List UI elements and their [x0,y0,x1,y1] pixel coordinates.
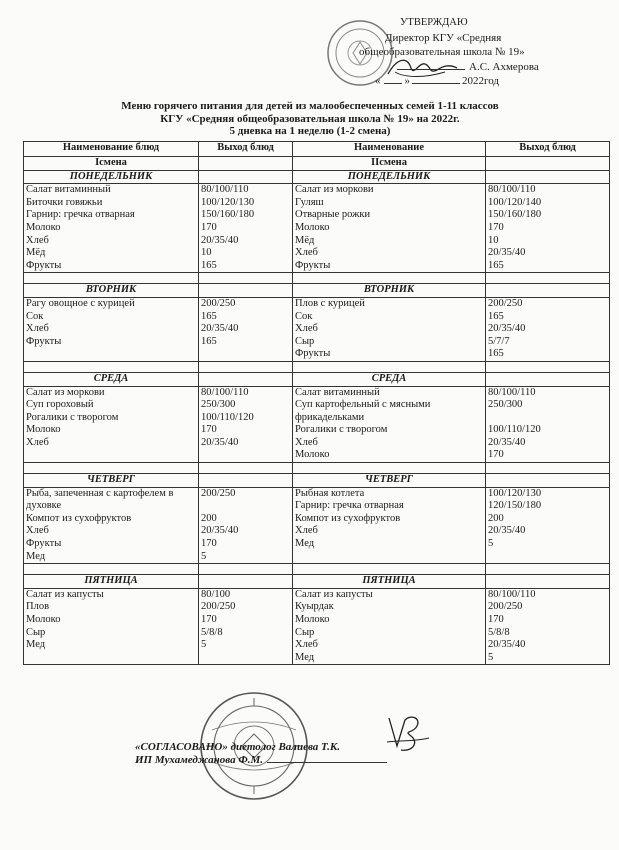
dish-name: Салат из моркови [26,386,105,398]
dish-output: 80/100/110 [488,184,536,196]
day-label-shift-1: СРЕДА [24,372,199,386]
spacer-cell [24,273,199,284]
dish-name: Биточки говяжьи [26,196,103,208]
dietitian-signature [383,712,431,756]
day-label-shift-1: ВТОРНИК [24,284,199,298]
day-label-shift-2: СРЕДА [293,372,486,386]
dish-name: Молоко [26,614,61,625]
dish-name: Плов [26,601,50,613]
dish-output: 170 [201,221,217,233]
dish-name: Молоко [295,614,330,625]
dish-name: Плов с курицей [295,297,365,309]
dish-name: Гарнир: гречка отварная [26,209,135,221]
dish-name: Молоко [26,424,61,436]
dish-output: 5 [488,651,494,663]
spacer-cell [24,361,199,372]
dish-output-cell [199,184,293,273]
dish-output: 80/100/110 [201,184,249,196]
dish-output: 200 [488,512,504,524]
dish-name-cell [293,297,486,361]
dish-output: 165 [201,259,217,271]
dish-output: 20/35/40 [488,436,526,448]
day-label-empty [486,372,610,386]
day-header-row [24,474,610,488]
dish-output: 5/8/8 [488,626,510,638]
day-label-shift-2: ПЯТНИЦА [293,575,486,589]
dish-name: Мед [295,651,315,663]
day-header-row [24,372,610,386]
day-header-row [24,575,610,589]
day-label-shift-2: ЧЕТВЕРГ [293,474,486,488]
shift-row [24,157,610,171]
spacer-cell [486,564,610,575]
day-items-row [24,297,610,361]
dish-output: 20/35/40 [488,247,526,259]
dish-output: 5 [201,550,207,562]
day-label-empty [199,372,293,386]
menu-table [23,141,610,665]
dish-output: 170 [488,221,504,233]
day-items-row [24,588,610,665]
agreed-line: «СОГЛАСОВАНО» диетолог Валиева Т.К. [135,741,341,753]
day-label-empty [199,575,293,589]
dish-name: Хлеб [295,436,318,448]
shift-1-empty [199,157,293,171]
day-spacer-row [24,564,610,575]
shift-2-empty [486,157,610,171]
dish-name: Куырдак [295,601,334,613]
spacer-cell [293,564,486,575]
footer-block [135,741,387,767]
title-line-1: Меню горячего питания для детей из малообеспеченных семей 1-11 классов [121,100,499,112]
director-name: А.С. Ахмерова [469,60,539,73]
menu-body [24,157,610,665]
dish-output: 20/35/40 [488,639,526,651]
dish-output: 170 [201,424,217,436]
dish-output: 100/120/130 [488,487,542,499]
dish-name: Суп картофельный с мясными фрикадельками [295,399,431,423]
dish-name: Рыба, запеченная с картофелем в духовке [26,487,174,512]
dish-name: Отварные рожки [295,209,371,221]
dish-output-cell [199,588,293,665]
dish-output: 100/110/120 [488,424,541,436]
dish-output: 20/35/40 [201,436,239,448]
dish-output: 250/300 [488,399,523,411]
dish-output-cell [199,487,293,564]
spacer-cell [486,361,610,372]
dish-name: Молоко [295,221,330,233]
dish-name: Рыбная котлета [295,487,365,499]
dish-name: Рагу овощное с курицей [26,297,135,309]
title-line-3: 5 дневка на 1 неделю (1-2 смена) [229,125,391,137]
day-label-shift-1: ЧЕТВЕРГ [24,474,199,488]
dish-name: Гуляш [295,196,324,208]
dish-output: 10 [488,234,499,246]
dish-name: Сыр [295,626,315,638]
dish-output: 200/250 [201,601,236,613]
dish-output: 170 [201,538,217,550]
dish-output: 10 [201,247,212,259]
shift-1-label: Iсмена [24,157,199,171]
day-header-row [24,284,610,298]
dish-name-cell [24,184,199,273]
spacer-cell [199,463,293,474]
dish-output: 80/100/110 [201,386,249,398]
dish-name: Хлеб [26,436,49,448]
spacer-cell [486,463,610,474]
dish-name: Фрукты [295,259,331,271]
dish-name: Гарнир: гречка отварная [295,500,404,512]
dish-output: 20/35/40 [488,525,526,537]
dish-name: Салат из моркови [295,184,374,196]
header-dish-name-2: Наименование [293,142,486,157]
approval-signature-line [355,60,605,75]
spacer-cell [199,273,293,284]
dish-output: 80/100/110 [488,386,536,398]
date-quote-close: » [404,75,410,87]
day-label-shift-1: ПОНЕДЕЛЬНИК [24,170,199,184]
dish-name-cell [24,386,199,463]
dish-name: Компот из сухофруктов [295,512,401,524]
dish-output: 165 [201,335,217,347]
dish-output: 165 [488,259,504,271]
dish-name: Компот из сухофруктов [26,512,132,524]
dish-output: 120/150/180 [488,500,542,512]
dish-output: 100/120/130 [201,196,255,208]
dish-output: 200/250 [201,297,236,309]
dish-name: Молоко [295,449,330,461]
dish-name: Молоко [26,221,61,233]
approval-line-1: Директор КГУ «Средняя [385,31,502,44]
dish-name: Сок [26,310,44,322]
dish-name: Суп гороховый [26,399,94,411]
day-header-row [24,170,610,184]
dish-output: 200 [201,512,217,524]
dish-name: Мед [295,538,315,550]
day-label-empty [199,170,293,184]
day-label-empty [486,474,610,488]
dish-name-cell [24,297,199,361]
day-label-shift-1: ПЯТНИЦА [24,575,199,589]
dish-name: Хлеб [295,323,318,335]
dish-output: 165 [488,310,504,322]
dish-output-cell [486,297,610,361]
entrepreneur-name: ИП Мухамеджанова Ф.М. [135,754,263,766]
dish-output: 20/35/40 [201,323,239,335]
dish-name-cell [24,588,199,665]
approval-block [355,16,605,89]
dish-output: 5/8/8 [201,626,223,638]
day-spacer-row [24,361,610,372]
day-label-empty [199,284,293,298]
dish-output: 200/250 [488,297,523,309]
dish-name: Сыр [295,335,315,347]
spacer-cell [486,273,610,284]
dish-output: 20/35/40 [488,323,526,335]
day-spacer-row [24,463,610,474]
dish-output-cell [199,297,293,361]
dish-name-cell [293,487,486,564]
dish-name: Фрукты [295,348,331,360]
dish-name: Мёд [295,234,315,246]
day-label-empty [486,575,610,589]
day-items-row [24,487,610,564]
dish-name: Рогалики с творогом [295,424,388,436]
dish-output: 165 [201,310,217,322]
dish-output-cell [486,588,610,665]
spacer-cell [24,463,199,474]
spacer-cell [24,564,199,575]
dish-output: 100/120/140 [488,196,542,208]
dish-name: Сок [295,310,313,322]
dish-output: 5 [201,639,207,651]
header-output-2: Выход блюд [486,142,610,157]
day-label-shift-2: ПОНЕДЕЛЬНИК [293,170,486,184]
dish-name: Хлеб [26,525,49,537]
header-output-1: Выход блюд [199,142,293,157]
dish-name: Мед [26,639,46,651]
approval-date-line [355,74,605,89]
spacer-cell [199,564,293,575]
dish-output: 5 [488,538,494,550]
day-label-empty [486,170,610,184]
dish-name: Хлеб [26,234,49,246]
approval-line-2: общеобразовательная школа № 19» [359,46,525,58]
spacer-cell [293,361,486,372]
dish-output-cell [486,386,610,463]
dish-name: Салат витаминный [26,184,111,196]
approval-heading: УТВЕРЖДАЮ [400,17,468,28]
day-items-row [24,386,610,463]
day-label-empty [486,284,610,298]
dish-output: 250/300 [201,399,236,411]
dish-name: Мед [26,550,46,562]
dish-output: 20/35/40 [201,525,239,537]
dish-name: Салат из капусты [26,588,104,600]
dish-name-cell [293,588,486,665]
dish-output: 170 [488,614,504,625]
dish-name: Хлеб [295,639,318,651]
day-label-empty [199,474,293,488]
dish-output: 80/100/110 [488,588,536,600]
dish-output: 165 [488,348,504,360]
dish-output: 20/35/40 [201,234,239,246]
shift-2-label: IIсмена [293,157,486,171]
entrepreneur-line [135,754,387,767]
dish-output: 170 [201,614,217,625]
dish-name: Хлеб [26,323,49,335]
document-title [30,100,590,138]
dish-name: Фрукты [26,335,62,347]
dish-name: Фрукты [26,538,62,550]
dish-name: Салат из капусты [295,588,373,600]
dish-output-cell [486,184,610,273]
day-label-shift-2: ВТОРНИК [293,284,486,298]
dish-output: 150/160/180 [201,209,255,221]
header-dish-name-1: Наименование блюд [24,142,199,157]
dish-output: 80/100 [201,588,231,600]
dish-output: 170 [488,449,504,461]
spacer-cell [293,463,486,474]
dish-name: Мёд [26,247,46,259]
dish-name: Фрукты [26,259,62,271]
dish-output: 200/250 [201,487,236,499]
dish-name: Хлеб [295,525,318,537]
day-spacer-row [24,273,610,284]
dish-output: 150/160/180 [488,209,542,221]
dish-output: 5/7/7 [488,335,510,347]
dish-output: 200/250 [488,601,523,613]
dish-name: Салат витаминный [295,386,380,398]
title-line-2: КГУ «Средняя общеобразовательная школа № 19» на 2022г. [160,112,460,125]
approval-year: 2022год [462,75,500,87]
dish-name-cell [24,487,199,564]
dish-name-cell [293,184,486,273]
spacer-cell [293,273,486,284]
dish-output: 100/110/120 [201,411,254,423]
spacer-cell [199,361,293,372]
dish-name: Рогалики с творогом [26,411,119,423]
table-header-row [24,142,610,157]
dish-name-cell [293,386,486,463]
dish-output-cell [199,386,293,463]
date-quote-open: « [375,75,381,87]
dish-name: Хлеб [295,247,318,259]
dish-output-cell [486,487,610,564]
dish-name: Сыр [26,626,46,638]
day-items-row [24,184,610,273]
